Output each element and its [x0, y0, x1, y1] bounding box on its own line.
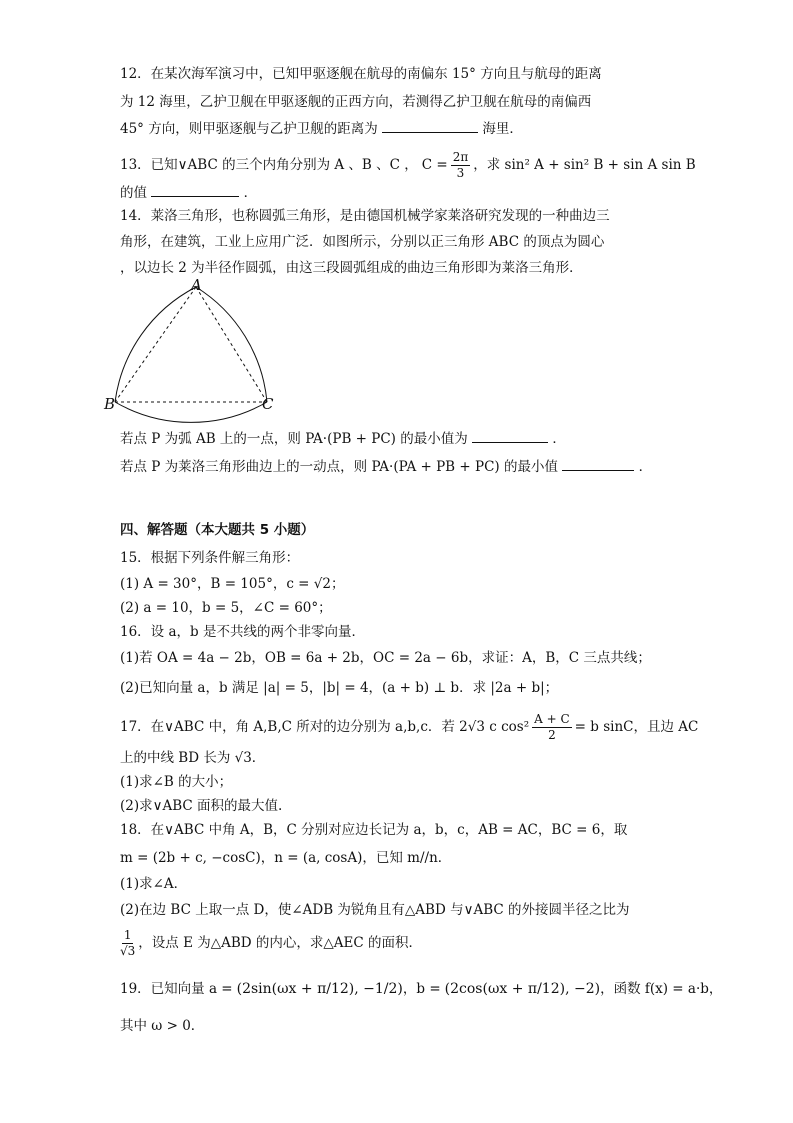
- side-ab: [115, 287, 196, 402]
- q18-part2-cont: [120, 924, 422, 962]
- q13-pre: 13．已知∨ABC 的三个内角分别为 A 、B 、C ，: [120, 157, 418, 173]
- q13-frac-num: 2π: [452, 149, 469, 164]
- q13-line2-end: ．: [243, 185, 258, 201]
- q14-sub1-text: 若点 P 为弧 AB 上的一点，则 PA·(PB + PC) 的最小值为: [120, 431, 468, 447]
- side-ca: [196, 287, 267, 402]
- q13-line1: [120, 148, 696, 182]
- q19-sep: ，b =: [402, 981, 441, 997]
- label-a: A: [191, 276, 202, 294]
- q16-title: 16．设 a，b 是不共线的两个非零向量．: [120, 624, 365, 640]
- q17-line1-end: = b sinC，且边 AC: [574, 719, 699, 735]
- q17-part2: (2)求∨ABC 面积的最大值.: [120, 798, 283, 814]
- q17-frac-num: A + C: [534, 711, 570, 726]
- q14-line2: 角形，在建筑，工业上应用广泛．如图所示，分别以正三角形 ABC 的顶点为圆心: [120, 234, 605, 250]
- q15-title: 15．根据下列条件解三角形：: [120, 550, 300, 566]
- section-heading: 四、解答题（本大题共 5 小题）: [120, 522, 315, 538]
- q14-line1: 14．莱洛三角形，也称圆弧三角形，是由德国机械学家莱洛研究发现的一种曲边三: [120, 208, 610, 224]
- q13-line2-text: 的值: [120, 185, 147, 201]
- q13-c-eq: C =: [421, 157, 448, 173]
- reuleaux-triangle-figure: [104, 276, 282, 416]
- q14-sub2-text: 若点 P 为莱洛三角形曲边上的一动点，则 PA·(PA + PB + PC) 的最小值: [120, 459, 558, 475]
- q18-frac-num: 1: [123, 927, 132, 942]
- q19-line2: 其中 ω > 0．: [120, 1018, 205, 1034]
- q13-post: ，求 sin² A + sin² B + sin A sin B: [473, 157, 696, 173]
- q17-line2: 上的中线 BD 长为 √3．: [120, 750, 266, 766]
- q18-part1: (1)求∠A．: [120, 876, 188, 892]
- label-b: B: [104, 395, 116, 413]
- arc-bc: [115, 402, 267, 422]
- q19-line1: [120, 974, 722, 1004]
- q18-line2: m = (2b + c, −cosC)，n = (a, cosA)，已知 m//n．: [120, 850, 452, 866]
- q12-line3-end: 海里．: [482, 121, 523, 137]
- q14-line3: ，以边长 2 为半径作圆弧，由这三段圆弧组成的曲边三角形即为莱洛三角形．: [120, 260, 583, 276]
- q19-intro: 19．已知向量 a =: [120, 981, 233, 997]
- q19-function: ，函数 f(x) = a·b，: [600, 981, 723, 997]
- q16-part1: (1)若 OA = 4a − 2b，OB = 6a + 2b，OC = 2a − 6b，求证：A，B，C 三点共线；: [120, 650, 651, 666]
- q19-vector-b: (2cos(ωx + π/12), −2): [444, 981, 601, 997]
- q18-fraction: [120, 928, 135, 959]
- q16-part2: (2)已知向量 a，b 满足 |a| = 5，|b| = 4，(a + b) ⊥ b．求 |2a + b|；: [120, 680, 559, 696]
- label-c: C: [262, 395, 274, 413]
- q18-line1: 18．在∨ABC 中角 A，B，C 分别对应边长记为 a，b，c，AB = AC，BC = 6，取: [120, 822, 628, 838]
- q17-part1: (1)求∠B 的大小；: [120, 774, 233, 790]
- q14-sub1-blank: [472, 428, 548, 443]
- q14-sub2-end: ．: [638, 459, 653, 475]
- q12-answer-blank: [382, 118, 478, 133]
- q19-vector-a: (2sin(ωx + π/12), −1/2): [236, 981, 403, 997]
- q13-fraction: [451, 150, 471, 181]
- q15-part1: (1) A = 30°，B = 105°，c = √2；: [120, 576, 345, 592]
- q18-frac-den: √3: [120, 943, 136, 958]
- q18-part2: (2)在边 BC 上取一点 D，使∠ADB 为锐角且有△ABD 与∨ABC 的外接圆半径之比为: [120, 902, 630, 918]
- q12-line2: 为 12 海里，乙护卫舰在甲驱逐舰的正西方向，若测得乙护卫舰在航母的南偏西: [120, 94, 592, 110]
- q14-sub2-blank: [562, 456, 634, 471]
- q17-line1-text: 17．在∨ABC 中，角 A,B,C 所对的边分别为 a,b,c．若 2√3 c cos²: [120, 719, 530, 735]
- q15-part2: (2) a = 10，b = 5，∠C = 60°；: [120, 600, 332, 616]
- q14-sub1-end: ．: [552, 431, 566, 447]
- q12-line3: [120, 118, 523, 139]
- q12-line3-text: 45° 方向，则甲驱逐舰与乙护卫舰的距离为: [120, 121, 378, 137]
- q13-answer-blank: [151, 182, 239, 197]
- q14-sub1: [120, 428, 566, 449]
- q18-part2-end: ，设点 E 为△ABD 的内心，求△AEC 的面积．: [138, 935, 422, 951]
- q17-line1: [120, 710, 698, 744]
- q13-frac-den: 3: [456, 165, 465, 180]
- q17-frac-den: 2: [548, 727, 556, 742]
- q14-sub2: [120, 456, 652, 477]
- q12-line1: 12．在某次海军演习中，已知甲驱逐舰在航母的南偏东 15° 方向且与航母的距离: [120, 66, 602, 82]
- q13-line2: [120, 182, 257, 203]
- q17-fraction: [532, 712, 572, 743]
